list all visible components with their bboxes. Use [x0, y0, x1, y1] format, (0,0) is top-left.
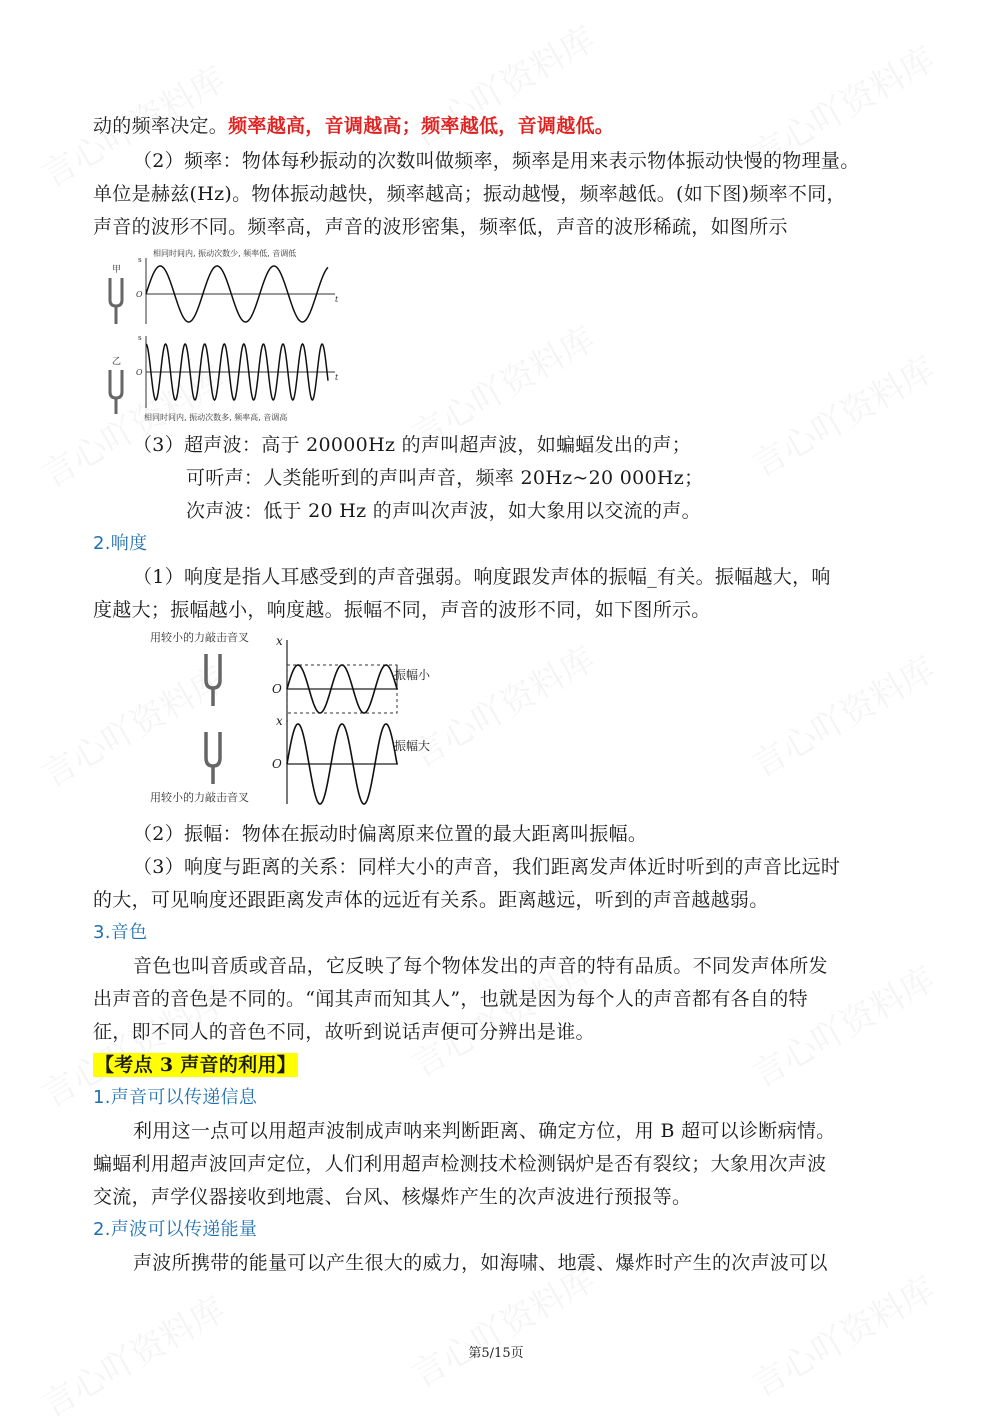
- paragraph-line: 交流，声学仪器接收到地震、台风、核爆炸产生的次声波进行预报等。: [93, 1186, 692, 1208]
- paragraph-line: 出声音的音色是不同的。“闻其声而知其人”，也就是因为每个人的声音都有各自的特: [93, 988, 808, 1010]
- paragraph-line: [93, 110, 614, 142]
- paragraph-line: （3）响度与距离的关系：同样大小的声音，我们距离发声体近时听到的声音比远时: [133, 856, 841, 878]
- label-amplitude-small: 振幅小: [394, 668, 431, 682]
- frequency-figure: [100, 244, 340, 424]
- watermark: [741, 642, 942, 786]
- axis-o-label: O: [272, 682, 282, 696]
- paragraph-line: 征，即不同人的音色不同，故听到说话声便可分辨出是谁。: [93, 1021, 595, 1043]
- watermark: [741, 1262, 942, 1406]
- caption-bottom: 用较小的力敲击音叉: [150, 791, 249, 804]
- axis-s-label: s: [138, 334, 142, 342]
- axis-o-label: O: [272, 757, 282, 771]
- paragraph-line: （1）响度是指人耳感受到的声音强弱。响度跟发声体的振幅_有关。振幅越大，响: [133, 566, 831, 588]
- tuning-fork-icon: [110, 278, 122, 324]
- section-heading: 1.声音可以传递信息: [93, 1087, 258, 1108]
- paragraph-line: 声音的波形不同。频率高，声音的波形密集，频率低，声音的波形稀疏，如图所示: [93, 216, 788, 238]
- emphasis-text: 频率越高，音调越高；频率越低，音调越低。: [228, 115, 615, 137]
- paragraph-line: 单位是赫兹(Hz)。物体振动越快，频率越高；振动越慢，频率越低。(如下图)频率不同，: [93, 183, 846, 205]
- label-yi: 乙: [112, 357, 122, 367]
- label-amplitude-large: 振幅大: [394, 739, 431, 753]
- caption-top: 用较小的力敲击音叉: [150, 631, 249, 644]
- paragraph-line: 可听声：人类能听到的声叫声音，频率 20Hz~20 000Hz；: [186, 467, 704, 489]
- axis-x-label: x: [276, 634, 283, 648]
- section-heading: 3.音色: [93, 922, 148, 943]
- axis-s-label: s: [138, 256, 142, 264]
- axis-t-label: t: [335, 373, 339, 382]
- label-jia: 甲: [112, 265, 122, 275]
- paragraph-line: 的大，可见响度还跟距离发声体的远近有关系。距离越远，听到的声音越越弱。: [93, 889, 769, 911]
- paragraph-line: （3）超声波：高于 20000Hz 的声叫超声波，如蝙蝠发出的声；: [133, 434, 692, 456]
- caption-top: 相同时间内, 振动次数少, 频率低, 音调低: [153, 249, 297, 258]
- paragraph-line: 利用这一点可以用超声波制成声呐来判断距离、确定方位，用 B 超可以诊断病情。: [133, 1120, 836, 1142]
- axis-x-label: x: [276, 714, 283, 728]
- paragraph-line: 次声波：低于 20 Hz 的声叫次声波，如大象用以交流的声。: [186, 500, 701, 522]
- paragraph-line: 音色也叫音质或音品，它反映了每个物体发出的声音的特有品质。不同发声体所发: [133, 955, 828, 977]
- axis-o-label: O: [136, 368, 143, 377]
- text-span: 动的频率决定。: [93, 115, 229, 137]
- tuning-fork-icon: [206, 654, 220, 706]
- watermark: [741, 342, 942, 486]
- amplitude-figure: [148, 628, 448, 808]
- page-number: 第5/15页: [468, 1346, 524, 1361]
- caption-bottom: 相同时间内, 振动次数多, 频率高, 音调高: [144, 413, 288, 422]
- paragraph-line: 度越大；振幅越小，响度越。振幅不同，声音的波形不同，如下图所示。: [93, 599, 711, 621]
- paragraph-line: （2）振幅：物体在振动时偏离原来位置的最大距离叫振幅。: [133, 823, 648, 845]
- topic-heading: [93, 1049, 298, 1081]
- section-heading: 2.声波可以传递能量: [93, 1219, 258, 1240]
- section-heading: 2.响度: [93, 533, 148, 554]
- tuning-fork-icon: [206, 732, 220, 784]
- tuning-fork-icon: [110, 370, 122, 414]
- axis-o-label: O: [136, 290, 143, 299]
- paragraph-line: 蝙蝠利用超声波回声定位，人们利用超声检测技术检测锅炉是否有裂纹；大象用次声波: [93, 1153, 827, 1175]
- highlighted-heading: 【考点 3 声音的利用】: [95, 1054, 297, 1076]
- paragraph-line: 声波所携带的能量可以产生很大的威力，如海啸、地震、爆炸时产生的次声波可以: [133, 1252, 828, 1274]
- axis-t-label: t: [335, 295, 339, 304]
- paragraph-line: （2）频率：物体每秒振动的次数叫做频率，频率是用来表示物体振动快慢的物理量。: [133, 150, 860, 172]
